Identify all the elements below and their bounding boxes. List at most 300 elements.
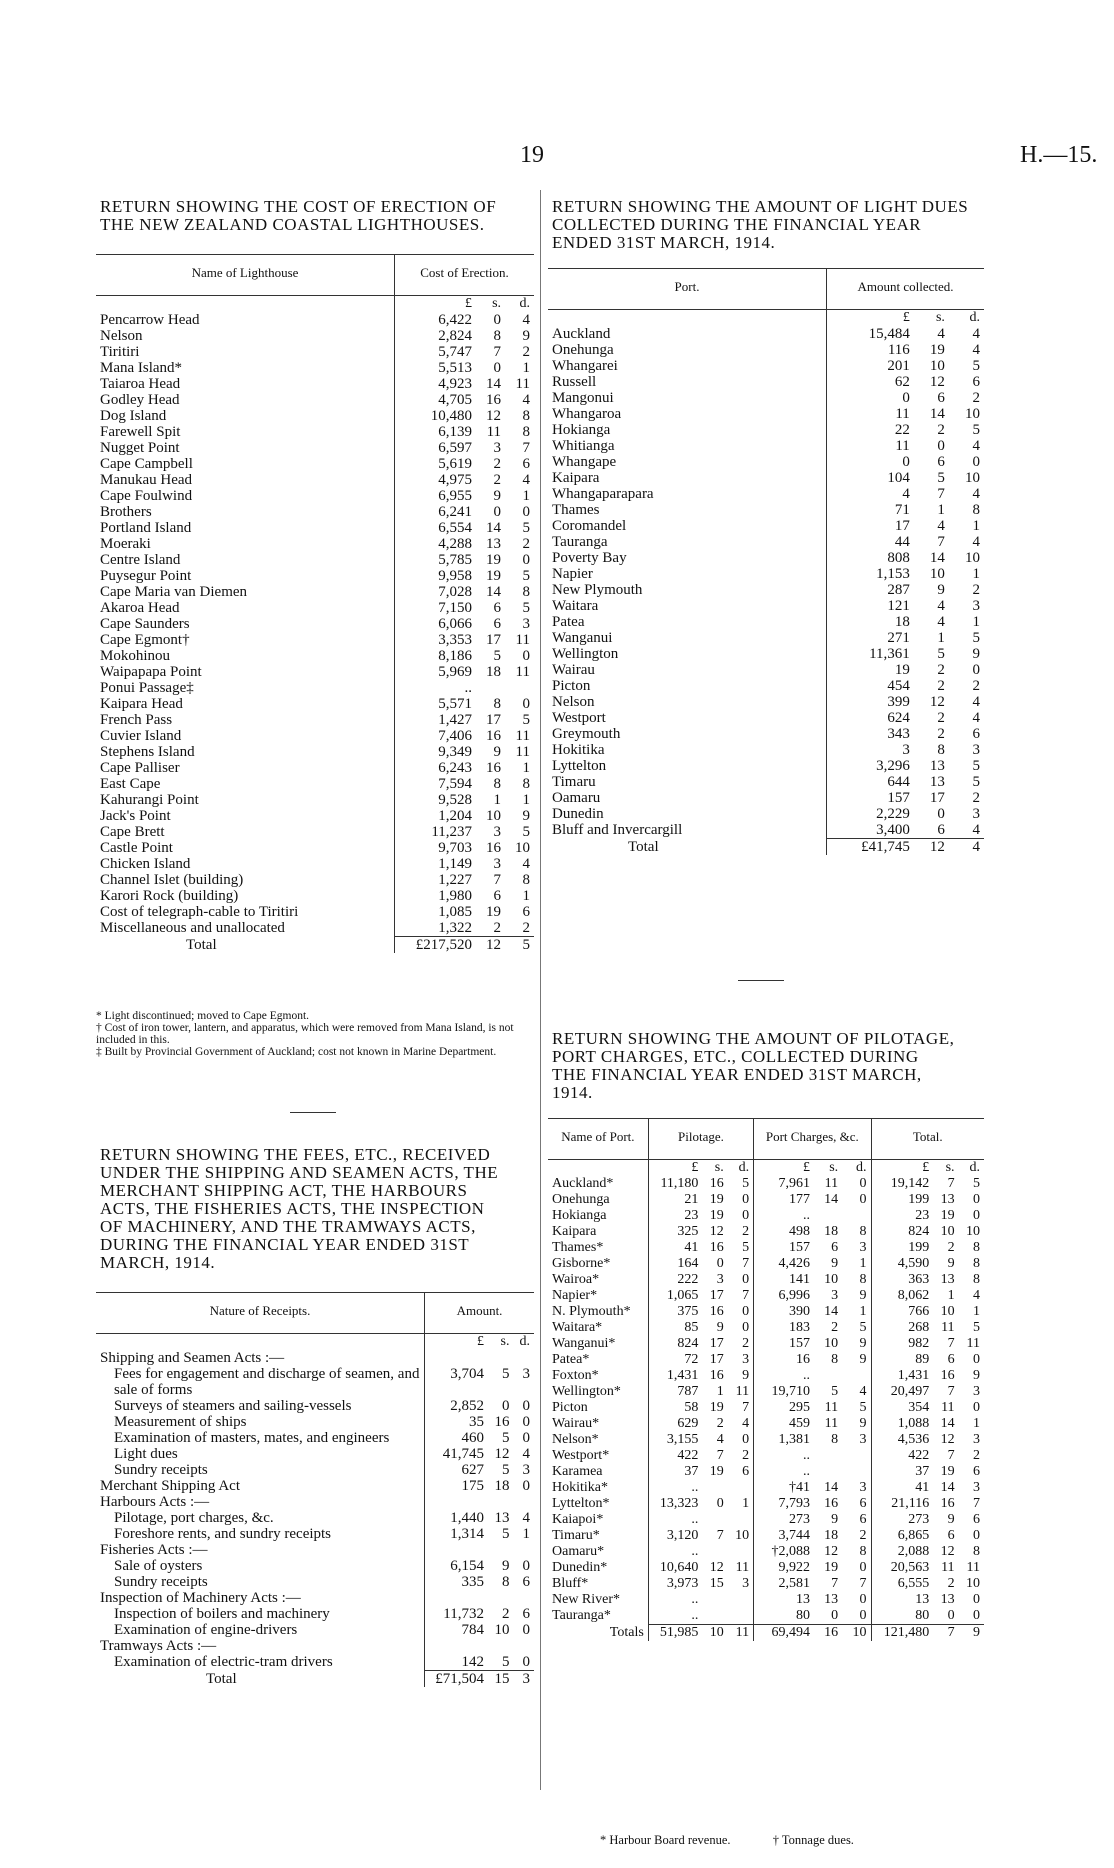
port-name: Wairoa* (548, 1272, 648, 1288)
amount-shillings: 5 (501, 1462, 510, 1478)
amount-pence: 4 (972, 326, 980, 342)
cost-shillings: 1 (493, 792, 502, 808)
total-pounds: 354 (908, 1400, 930, 1415)
amount-pence: 0 (522, 1558, 530, 1574)
lighthouse-name: Channel Islet (building) (96, 872, 395, 888)
amount-pounds: 343 (887, 726, 910, 742)
pilotage-pence: 0 (728, 1432, 754, 1448)
table-row (96, 1366, 534, 1398)
port-name: Russell (548, 374, 827, 390)
fees-heading-line-7: MARCH, 1914. (100, 1253, 216, 1272)
units-row (96, 296, 534, 313)
units-blank (548, 310, 827, 327)
lighthouse-cost-heading (100, 198, 530, 234)
pilotage-pounds: 3,120 (666, 1528, 699, 1543)
amount-pounds: 4 (902, 486, 910, 502)
table-row (96, 616, 534, 632)
charges-shillings: 2 (831, 1320, 839, 1335)
table-row (548, 1432, 984, 1448)
pilotage-pence: 4 (728, 1416, 754, 1432)
amount-pence (513, 1350, 534, 1366)
port-name: Kaipara (548, 470, 827, 486)
amount-pounds: 71 (894, 502, 910, 518)
pilotage-heading-line-4: 1914. (552, 1083, 593, 1102)
charges-pounds: 390 (788, 1304, 810, 1319)
total-value: 12 (476, 937, 505, 954)
total-pence: 0 (973, 1400, 980, 1415)
cost-pounds: 6,139 (438, 424, 473, 440)
footnote: * Harbour Board revenue. (600, 1833, 731, 1847)
total-shillings: 12 (940, 1544, 955, 1559)
table-row (548, 1592, 984, 1608)
table-row (96, 1638, 534, 1654)
column-header-name-of-port: Name of Port. (548, 1119, 648, 1160)
pilotage-shillings: 19 (709, 1464, 724, 1479)
amount-shillings: 0 (937, 806, 945, 822)
pilotage-shillings: 17 (709, 1336, 724, 1351)
pilotage-shillings (702, 1608, 727, 1625)
table-row (96, 1350, 534, 1366)
cost-pounds: 8,186 (438, 648, 473, 664)
port-name: Bluff* (548, 1576, 648, 1592)
table-row (548, 694, 984, 710)
charges-shillings: 19 (824, 1560, 839, 1575)
receipt-label: Merchant Shipping Act (96, 1478, 425, 1494)
fees-heading-line-3: MERCHANT SHIPPING ACT, THE HARBOURS (100, 1181, 468, 1200)
column-header-amount-collected: Amount collected. (827, 269, 985, 310)
total-pounds: 20,563 (890, 1560, 930, 1575)
cost-shillings: 13 (486, 536, 502, 552)
pilotage-pence: 6 (728, 1464, 754, 1480)
light-dues-table (548, 268, 984, 855)
charges-pence: 0 (842, 1192, 871, 1208)
charges-pounds: .. (802, 1368, 810, 1383)
amount-pounds: 104 (887, 470, 910, 486)
charges-shillings: 11 (824, 1416, 839, 1431)
pilotage-pence: 7 (728, 1288, 754, 1304)
charges-shillings: 8 (831, 1432, 839, 1447)
cost-pence: 8 (522, 776, 530, 792)
table-row (96, 408, 534, 424)
amount-shillings: 4 (937, 326, 945, 342)
amount-shillings (488, 1350, 514, 1366)
port-name: Poverty Bay (548, 550, 827, 566)
amount-shillings: 7 (937, 534, 945, 550)
column-header-total: Total. (871, 1119, 984, 1160)
total-pounds: 2,088 (897, 1544, 930, 1559)
table-row (548, 374, 984, 390)
total-shillings: 16 (940, 1496, 955, 1511)
table-row (96, 1558, 534, 1574)
receipt-label: Tramways Acts :— (96, 1638, 425, 1654)
amount-pounds: 3 (902, 742, 910, 758)
amount-pounds: 11,732 (443, 1606, 484, 1622)
amount-shillings: 6 (937, 390, 945, 406)
amount-shillings (488, 1590, 514, 1606)
cost-pence: 5 (522, 824, 530, 840)
amount-pence: 4 (972, 438, 980, 454)
pilotage-shillings: 16 (709, 1176, 724, 1191)
lighthouse-name: Dog Island (96, 408, 395, 424)
total-pounds: 766 (908, 1304, 930, 1319)
total-pence: 11 (966, 1560, 980, 1575)
pilotage-pence: 7 (728, 1400, 754, 1416)
table-row (96, 632, 534, 648)
amount-pence: 0 (522, 1654, 530, 1670)
amount-shillings: 5 (501, 1654, 510, 1670)
amount-pence: 8 (972, 502, 980, 518)
charges-pence: 4 (842, 1384, 871, 1400)
port-name: New River* (548, 1592, 648, 1608)
amount-pounds: 15,484 (868, 326, 910, 342)
pilotage-shillings: 16 (709, 1240, 724, 1255)
pilotage-shillings: 3 (716, 1272, 724, 1287)
unit-label: s. (500, 1334, 510, 1349)
amount-shillings: 12 (929, 694, 945, 710)
table-row (548, 438, 984, 454)
total-value: 51,985 (648, 1625, 702, 1642)
cost-pence: 3 (522, 616, 530, 632)
charges-pence (842, 1448, 871, 1464)
pilotage-pence: 11 (728, 1384, 754, 1400)
cost-shillings: 0 (493, 312, 502, 328)
cost-pence: 4 (522, 472, 530, 488)
table-row (96, 1622, 534, 1638)
unit-label: s. (714, 1160, 724, 1175)
total-shillings: 14 (940, 1416, 955, 1431)
total-pence: 2 (973, 1448, 980, 1463)
unit-label: £ (922, 1160, 930, 1175)
total-pounds: 982 (908, 1336, 930, 1351)
table-row (548, 1512, 984, 1528)
amount-shillings: 9 (501, 1558, 510, 1574)
amount-pence: 0 (522, 1414, 530, 1430)
port-name: Nelson* (548, 1432, 648, 1448)
cost-pence: 8 (522, 584, 530, 600)
table-row (96, 584, 534, 600)
amount-shillings (488, 1638, 514, 1654)
port-name: Timaru* (548, 1528, 648, 1544)
cost-shillings: 19 (486, 568, 502, 584)
cost-pounds: 6,243 (438, 760, 473, 776)
lighthouse-heading-line-1: RETURN SHOWING THE COST OF ERECTION OF (100, 197, 497, 216)
cost-pounds: 5,747 (438, 344, 473, 360)
port-name: Karamea (548, 1464, 648, 1480)
lighthouse-name: Cape Egmont† (96, 632, 395, 648)
lighthouse-name: Tiritiri (96, 344, 395, 360)
fees-heading (100, 1146, 532, 1272)
light-dues-heading-line-3: ENDED 31ST MARCH, 1914. (552, 233, 776, 252)
receipt-label: Sundry receipts (96, 1462, 425, 1478)
pilotage-pounds: 422 (677, 1448, 699, 1463)
unit-label: £ (691, 1160, 699, 1175)
column-header-pilotage: Pilotage. (648, 1119, 753, 1160)
charges-pounds: 295 (788, 1400, 810, 1415)
unit-label: s. (492, 296, 502, 311)
amount-shillings: 10 (929, 566, 945, 582)
pilotage-pence: 0 (728, 1208, 754, 1224)
charges-pence: 8 (842, 1272, 871, 1288)
amount-shillings: 10 (494, 1622, 510, 1638)
charges-pounds: 3,744 (778, 1528, 810, 1543)
table-row (548, 1576, 984, 1592)
unit-label: £ (465, 296, 473, 311)
amount-pence: 0 (522, 1622, 530, 1638)
amount-shillings: 7 (937, 486, 945, 502)
cost-pence: 6 (522, 904, 530, 920)
table-row (548, 1544, 984, 1560)
lighthouse-name: Cape Campbell (96, 456, 395, 472)
amount-shillings: 2 (501, 1606, 510, 1622)
port-name: Greymouth (548, 726, 827, 742)
total-row (96, 1671, 534, 1688)
pilotage-shillings: 17 (709, 1288, 724, 1303)
pilotage-pence: 10 (728, 1528, 754, 1544)
table-row (548, 1528, 984, 1544)
table-row (548, 502, 984, 518)
footnote: * Light discontinued; moved to Cape Egmont. (96, 1010, 310, 1022)
pilotage-shillings: 0 (716, 1256, 724, 1271)
pilotage-pence: 0 (728, 1304, 754, 1320)
cost-shillings (476, 680, 505, 696)
table-row (96, 760, 534, 776)
table-row (548, 726, 984, 742)
cost-shillings: 5 (493, 648, 502, 664)
charges-shillings: 14 (824, 1480, 839, 1495)
cost-pounds: 4,923 (438, 376, 473, 392)
total-row (548, 839, 984, 856)
port-name: Hokitika (548, 742, 827, 758)
cost-shillings: 16 (486, 760, 502, 776)
receipt-label: Sale of oysters (96, 1558, 425, 1574)
cost-pence: 0 (522, 696, 530, 712)
amount-pounds: 175 (461, 1478, 484, 1494)
receipt-label: Shipping and Seamen Acts :— (96, 1350, 425, 1366)
fees-heading-line-6: DURING THE FINANCIAL YEAR ENDED 31ST (100, 1235, 470, 1254)
port-name: Waitara (548, 598, 827, 614)
cost-shillings: 2 (493, 456, 502, 472)
total-pence: 9 (973, 1368, 980, 1383)
unit-label: d. (842, 1160, 871, 1177)
amount-shillings: 13 (929, 774, 945, 790)
cost-pounds: 6,955 (438, 488, 473, 504)
charges-pounds: 177 (788, 1192, 810, 1207)
amount-pence: 3 (972, 806, 980, 822)
pilotage-pounds: 3,155 (666, 1432, 699, 1447)
charges-pounds: 1,381 (778, 1432, 810, 1447)
total-value: 11 (728, 1625, 754, 1642)
amount-shillings: 0 (501, 1398, 510, 1414)
lighthouse-name: Moeraki (96, 536, 395, 552)
port-name: Auckland* (548, 1176, 648, 1192)
units-row (96, 1334, 534, 1351)
cost-shillings: 6 (493, 616, 502, 632)
amount-pounds (425, 1590, 488, 1606)
pilotage-pounds: .. (691, 1592, 699, 1607)
cost-pounds: 1,085 (438, 904, 473, 920)
port-name: Onehunga (548, 1192, 648, 1208)
total-value: 15 (488, 1671, 514, 1688)
total-shillings: 6 (947, 1352, 955, 1367)
charges-pounds: 2,581 (778, 1576, 810, 1591)
lighthouse-name: Ponui Passage‡ (96, 680, 395, 696)
receipt-label: Light dues (96, 1446, 425, 1462)
receipt-label: Surveys of steamers and sailing-vessels (96, 1398, 425, 1414)
total-pence: 8 (973, 1272, 980, 1287)
cost-pence: 1 (522, 792, 530, 808)
cost-pence: 0 (522, 552, 530, 568)
total-label: Total (96, 937, 395, 954)
pilotage-footnotes (600, 1834, 980, 1846)
cost-pounds: 6,597 (438, 440, 473, 456)
amount-shillings: 2 (937, 422, 945, 438)
cost-pence: 1 (522, 360, 530, 376)
receipt-label: Fees for engagement and discharge of seamen, and sale of forms (96, 1366, 425, 1398)
lighthouse-name: Cuvier Island (96, 728, 395, 744)
amount-pence (513, 1590, 534, 1606)
lighthouse-name: Manukau Head (96, 472, 395, 488)
pilotage-shillings: 12 (709, 1560, 724, 1575)
amount-shillings: 2 (937, 710, 945, 726)
lighthouse-name: Taiaroa Head (96, 376, 395, 392)
pilotage-heading (552, 1030, 984, 1102)
port-name: Whangape (548, 454, 827, 470)
table-row (96, 392, 534, 408)
total-value: 4 (949, 839, 984, 856)
pilotage-pence (728, 1512, 754, 1528)
cost-pounds: 6,241 (438, 504, 473, 520)
table-row (548, 1176, 984, 1192)
total-label: Totals (548, 1625, 648, 1642)
pilotage-shillings (702, 1592, 727, 1608)
amount-shillings: 16 (494, 1414, 510, 1430)
amount-pence: 4 (522, 1510, 530, 1526)
column-header-lighthouse: Name of Lighthouse (96, 255, 395, 296)
pilotage-heading-line-3: THE FINANCIAL YEAR ENDED 31ST MARCH, (552, 1065, 922, 1084)
charges-pence: 9 (842, 1288, 871, 1304)
amount-pounds: 62 (894, 374, 910, 390)
amount-pounds: 2,852 (450, 1398, 484, 1414)
cost-shillings: 3 (493, 440, 502, 456)
table-row (548, 614, 984, 630)
column-header-amount: Amount. (425, 1293, 535, 1334)
table-row (96, 360, 534, 376)
amount-shillings: 13 (494, 1510, 510, 1526)
total-pence: 10 (966, 1224, 980, 1239)
table-row (96, 504, 534, 520)
amount-pence (513, 1542, 534, 1558)
cost-shillings: 8 (493, 328, 502, 344)
charges-pounds: †2,088 (771, 1544, 810, 1559)
table-row (96, 824, 534, 840)
total-shillings: 12 (940, 1432, 955, 1447)
total-pounds: 4,590 (897, 1256, 930, 1271)
table-row (548, 1384, 984, 1400)
lighthouse-name: Mana Island* (96, 360, 395, 376)
total-pence: 10 (966, 1576, 980, 1591)
amount-pence: 4 (972, 710, 980, 726)
charges-pence: 0 (842, 1560, 871, 1576)
pilotage-shillings: 7 (716, 1448, 724, 1463)
cost-pence: 1 (522, 760, 530, 776)
pilotage-pence: 1 (728, 1496, 754, 1512)
table-row (96, 664, 534, 680)
pilotage-pounds: 1,431 (666, 1368, 699, 1383)
receipt-label: Fisheries Acts :— (96, 1542, 425, 1558)
amount-shillings: 19 (929, 342, 945, 358)
table-row (96, 1590, 534, 1606)
table-row (96, 344, 534, 360)
charges-pence: 6 (842, 1512, 871, 1528)
amount-shillings: 2 (937, 662, 945, 678)
amount-shillings: 8 (501, 1574, 510, 1590)
cost-shillings: 8 (493, 776, 502, 792)
pilotage-pence: 2 (728, 1224, 754, 1240)
amount-pence: 10 (965, 406, 980, 422)
table-row (96, 1510, 534, 1526)
amount-pence: 6 (522, 1574, 530, 1590)
table-row (548, 1448, 984, 1464)
charges-shillings: 5 (831, 1384, 839, 1399)
total-shillings: 0 (947, 1608, 955, 1623)
table-row (548, 342, 984, 358)
total-value: 10 (842, 1625, 871, 1642)
charges-pounds: 80 (795, 1608, 810, 1623)
table-row (548, 822, 984, 839)
charges-shillings (814, 1448, 842, 1464)
amount-shillings: 10 (929, 358, 945, 374)
unit-label: s. (829, 1160, 839, 1175)
table-row (96, 1414, 534, 1430)
total-pence: 6 (973, 1512, 980, 1527)
table-row (548, 790, 984, 806)
light-dues-heading-line-1: RETURN SHOWING THE AMOUNT OF LIGHT DUES (552, 197, 969, 216)
charges-pence: 5 (842, 1320, 871, 1336)
amount-pounds (425, 1638, 488, 1654)
table-row (548, 1288, 984, 1304)
port-name: Kaiapoi* (548, 1512, 648, 1528)
lighthouse-name: Cape Brett (96, 824, 395, 840)
table-row (548, 486, 984, 502)
port-name: Wanganui* (548, 1336, 648, 1352)
pilotage-shillings: 19 (709, 1208, 724, 1223)
amount-pounds: 11 (895, 438, 910, 454)
receipt-label: Measurement of ships (96, 1414, 425, 1430)
charges-pence: 3 (842, 1240, 871, 1256)
cost-pounds: 9,528 (438, 792, 473, 808)
amount-shillings: 2 (937, 726, 945, 742)
table-row (548, 582, 984, 598)
cost-pence: 2 (522, 536, 530, 552)
port-name: Picton (548, 1400, 648, 1416)
pilotage-pounds: 222 (677, 1272, 699, 1287)
table-row (96, 792, 534, 808)
amount-pence: 2 (972, 790, 980, 806)
charges-pence: 1 (842, 1256, 871, 1272)
total-pence: 6 (973, 1464, 980, 1479)
total-pounds: 37 (915, 1464, 930, 1479)
pilotage-shillings: 19 (709, 1400, 724, 1415)
amount-pence: 4 (972, 486, 980, 502)
cost-pence: 5 (522, 520, 530, 536)
cost-pounds: 9,703 (438, 840, 473, 856)
cost-pence: 4 (522, 856, 530, 872)
amount-pounds: 0 (902, 454, 910, 470)
charges-pence: 8 (842, 1224, 871, 1240)
total-value: 121,480 (871, 1625, 933, 1642)
table-row (96, 568, 534, 584)
amount-pounds: 17 (894, 518, 910, 534)
